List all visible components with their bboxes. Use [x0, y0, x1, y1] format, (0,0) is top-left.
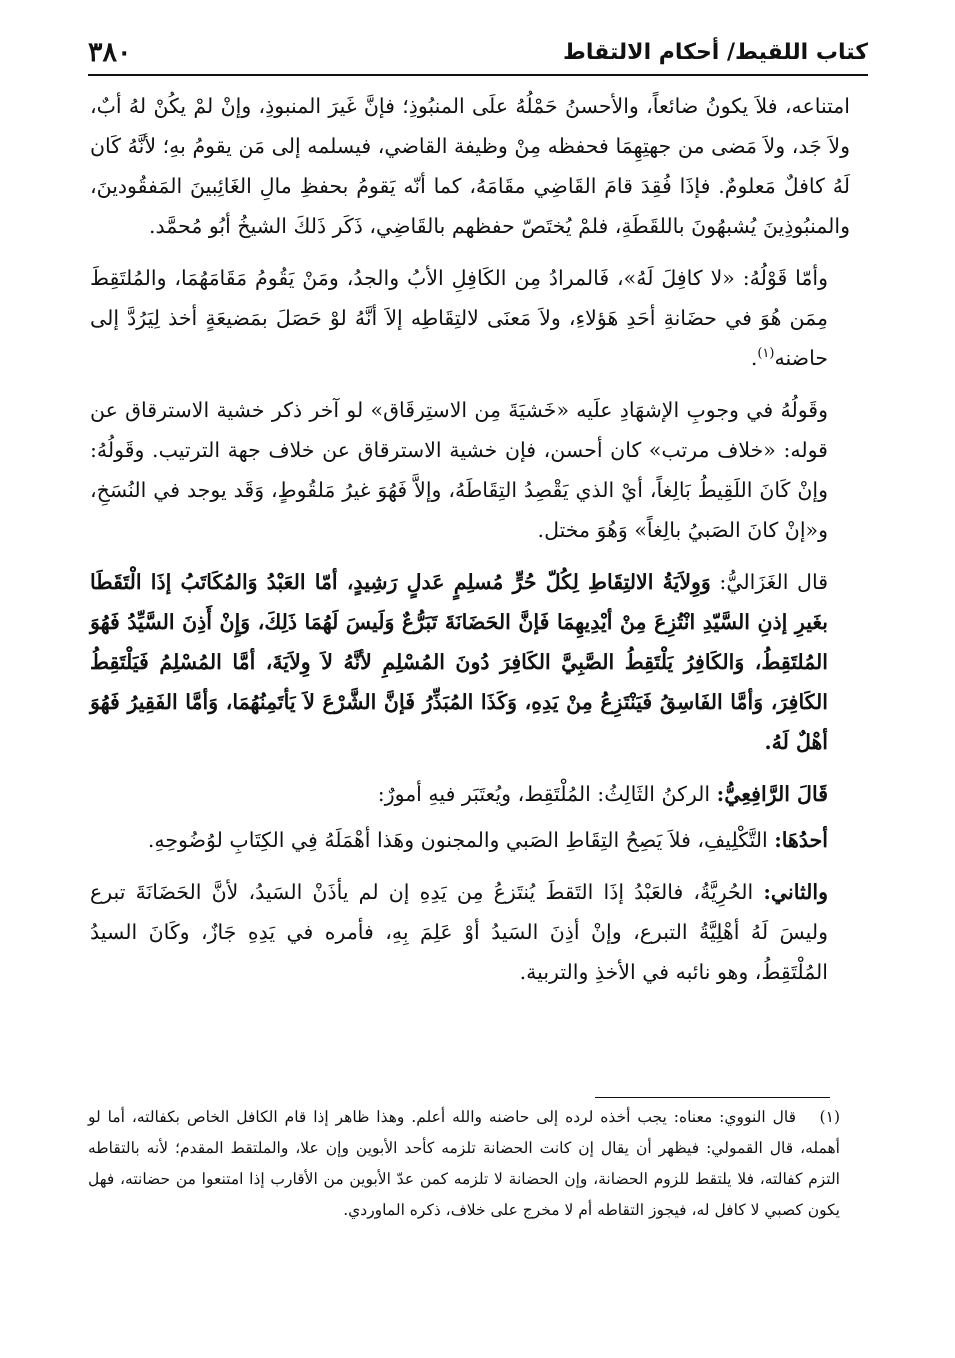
paragraph [90, 86, 850, 246]
main-text [90, 86, 850, 1004]
footnote-reference[interactable]: (١) [757, 346, 775, 362]
header-divider [88, 74, 868, 76]
footnote-text: قال النووي: معناه: يجب أخذه لرده إلى حاضنه والله أعلم. وهذا ظاهر إذا قام الكافل الخاص بكفالته، أما لو أهمله، قال القمولي: فيظهر أن يقال إن كانت الحضانة تلزمه كأحد الأبوين وإن علا، والملتقط المقدم؛ لأنه بالتقاطه التزم كفالته، فلا يلتقط للزوم الحضانة، وإن الحضانة لا تلزمه كمن عدّ الأبوين من الأقارب إذا امتنعوا من حضانته، فهل يكون كصبي لا كافل له، فيجوز التقاطه أم لا مخرج على خلاف، ذكره الماوردي. [88, 1108, 840, 1219]
paragraph-text: وأمّا قَوْلُهُ: «لا كافِلَ لَهُ»، فَالمرادُ مِن الكَافِلِ الأبُ والجدُ، ومَنْ يَقُومُ مَقَامَهُمَا، والمُلتَقِطَ مِمَن هُوَ في حضَانةِ أحَدِ هَؤلاءِ، ولاَ مَعنَى لالتِقَاطِه إلاَ أنَّهُ لوْ حَصَلَ بمَضيعَةٍ أخذ لِيَرُدَّ إلى حاضنه [90, 266, 828, 370]
paragraph [90, 562, 850, 762]
paragraph-end: . [750, 346, 758, 370]
paragraph-text: الركنُ الثَالِثُ: المُلْتَقِط، ويُعتَبَر فيهِ أمورٌ: [377, 782, 711, 806]
page-number: ٣٨٠ [88, 36, 132, 68]
speaker-label: قال الغَزَاليُّ: [719, 570, 828, 594]
paragraph-text: امتناعه، فلاَ يكونُ ضائعاً، والأحسنُ حَمْلُهُ علَى المنبُوذِ؛ فإنَّ غَيرَ المنبوذِ، وإنْ لمْ يكُنْ لهُ أبٌ، ولاَ جَد، ولاَ مَضى من جهتِهِمَا فحفظه مِنْ وظيفة القاضي، فيسلمه إلى مَن يقومُ بهِ؛ لأنَّهُ كَان لَهُ كافلٌ مَعلومٌ. فإذَا فُقِدَ قامَ القَاضِي مقَامَهُ، كما أنّه يَقومُ بحفظِ مالِ الغَائِبينَ المَفقُودينَ، والمنبُوذِينَ يُشبهُونَ باللقَطَةِ، فلمْ يُختَصّ حفظهم بالقَاضِي، ذَكَر ذَلكَ الشيخُ أبُو مُحمَّد. [90, 94, 850, 238]
section-label: أحدُهَا: [774, 828, 828, 852]
page-header [88, 30, 868, 74]
paragraph [90, 820, 850, 860]
footnotes [88, 1102, 840, 1226]
quoted-matn-text: وَوِلاَيَةُ الالتِقَاطِ لِكُلّ حُرٍّ مُسلِمٍ عَدلٍ رَشِيدٍ، أمّا العَبْدُ وَالمُكَاتَبُ إذَا الْتَقَطَا بغَيرِ إذنِ السَّيّدِ انْتُزِعَ مِنْ أيْدِيهِمَا فَإنَّ الحَضَانَةَ تَبَرُّعٌ وَلَيسَ لَهُمَا ذَلِكَ، وَإِنْ أَذِنَ السَّيِّدُ فَهُوَ المُلتَقِطُ، وَالكَافِرُ يَلْتَقِطُ الصَّبِيَّ الكَافِرَ دُونَ المُسْلِمِ لأنَّهُ لاَ وِلاَيَةَ، أمَّا المُسْلِمُ فَيَلْتَقِطُ الكَافِرَ، وَأمَّا الفَاسِقُ فَيَنْتَزِعُ مِنْ يَدِهِ، وَكَذَا المُبَذِّرُ فَإنَّ الشَّرْعَ لاَ يَأتَمِنُهُمَا، وَأمَّا الفَقِيرُ فَهُوَ أهْلٌ لَهُ. [90, 570, 828, 754]
paragraph-text: وقَولُهُ في وجوبِ الإشهَادِ علَيه «خَشيَةَ مِن الاستِرقَاق» لو آخر ذكر خشية الاسترقاق عن قوله: «خلاف مرتب» كان أحسن، فإن خشية الاسترقاق عن خلاف جهة الترتيب. وقَولُهُ: وإنْ كَانَ اللَقِيطُ بَالِغاً، أيْ الذي يَقْصِدُ التِقَاطَهُ، وإلاَّ فَهُوَ غيرُ مَلقُوطٍ، وَقَد يوجد في النُسَخِ، و«إنْ كانَ الصَبيُ بالِغاً» وَهُوَ مختل. [90, 398, 828, 542]
paragraph [90, 258, 850, 378]
footnote-divider [595, 1097, 830, 1098]
section-label: والثاني: [763, 880, 828, 904]
footnote-item [88, 1102, 840, 1226]
paragraph-text: التَّكْلِيفِ، فلاَ يَصِحُ التِقَاطِ الصَبي والمجنون وهَذا أهْمَلَهُ فِي الكِتَابِ لوُضُوحِهِ. [147, 828, 768, 852]
paragraph [90, 872, 850, 992]
running-title: كتاب اللقيط/ أحكام الالتقاط [563, 39, 868, 65]
footnote-marker: (١) [819, 1108, 840, 1126]
paragraph [90, 390, 850, 550]
speaker-label: قَالَ الرَّافِعِيُّ: [716, 782, 828, 806]
paragraph-text: الحُرِيَّةُ، فالعَبْدُ إذَا التَقطَ يُنتَزعُ مِن يَدِهِ إن لم يأذَنْ السَيدُ، لأنَّ الحَضَانَةَ تبرع وليسَ لَهُ أهْلِيَّةُ التبرع، وإنْ أذِنَ السَيدُ أوْ عَلِمَ بِهِ، فأمره في يَدِهِ جَازٌ، وكَانَ السيدُ المُلْتَقِطُ، وهو نائبه في الأخذِ والتربية. [90, 880, 828, 984]
paragraph [90, 774, 850, 814]
